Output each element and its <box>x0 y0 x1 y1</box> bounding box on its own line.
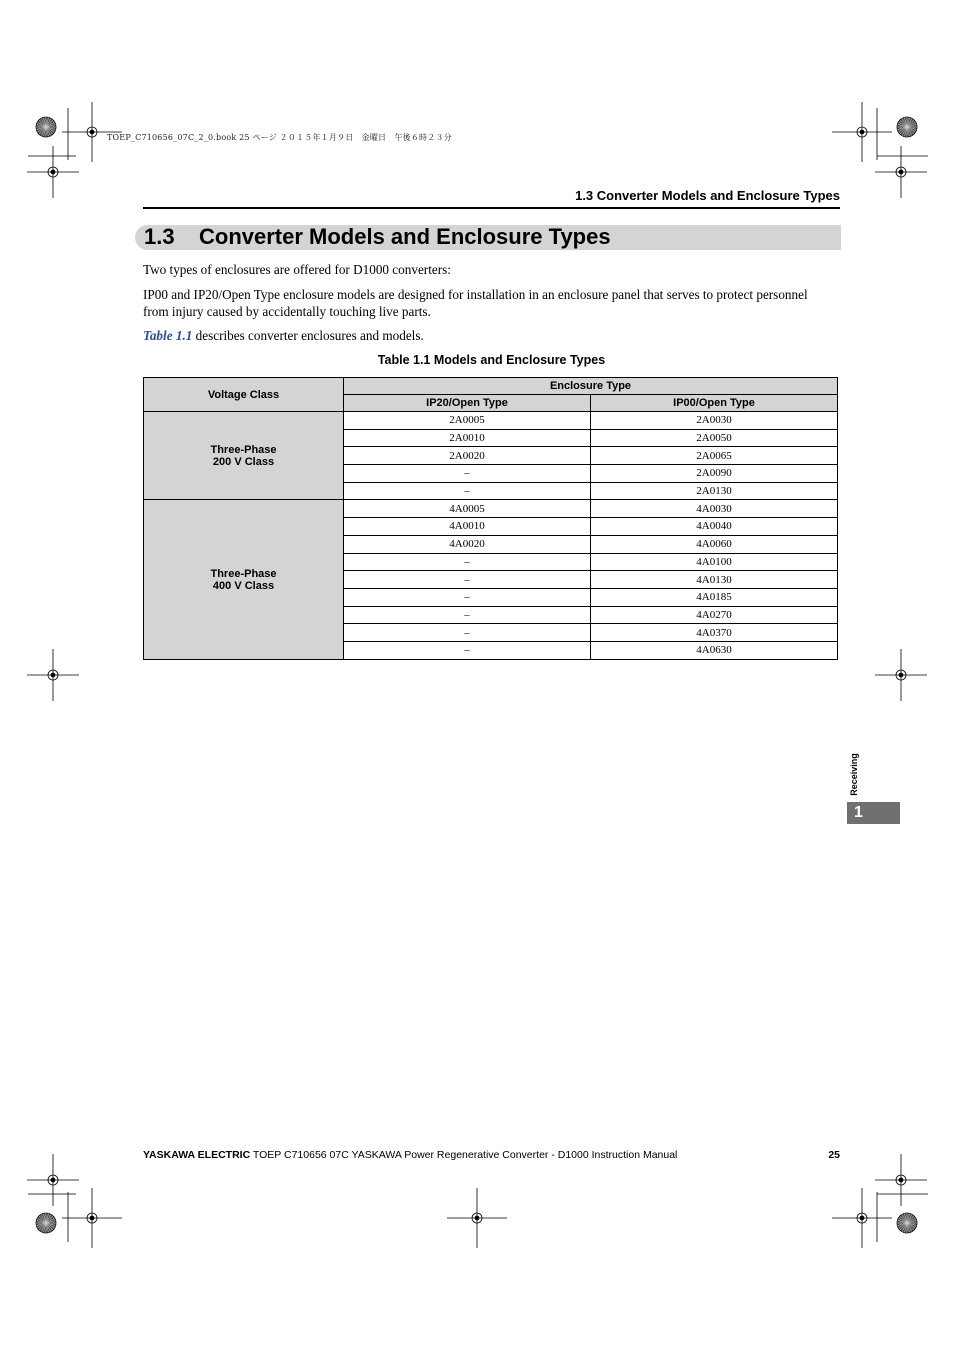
ip20-model-cell: – <box>344 588 591 606</box>
ip20-model-cell: 2A0005 <box>344 412 591 430</box>
ip20-model-cell: 4A0010 <box>344 518 591 536</box>
side-tab-label: Receiving <box>849 753 859 796</box>
header-ip00: IP00/Open Type <box>591 395 838 412</box>
paragraph-2: IP00 and IP20/Open Type enclosure models are designed for installation in an enclosure panel that serves to protect personnel from injury caused by accidentally touching live parts. <box>143 287 808 319</box>
ip20-model-cell: 2A0020 <box>344 447 591 465</box>
paragraph-1: Two types of enclosures are offered for D1000 converters: <box>143 262 451 277</box>
ip00-model-cell: 4A0185 <box>591 588 838 606</box>
table-caption: Table 1.1 Models and Enclosure Types <box>377 353 606 367</box>
registration-target <box>897 1213 917 1233</box>
ip00-model-cell: 4A0130 <box>591 571 838 589</box>
header-enclosure-type: Enclosure Type <box>344 378 838 395</box>
ip20-model-cell: 4A0020 <box>344 535 591 553</box>
ip00-model-cell: 2A0030 <box>591 412 838 430</box>
voltage-class-line2: 200 V Class <box>212 455 275 468</box>
crosshair-mark <box>62 1188 122 1248</box>
ip20-model-cell: – <box>344 553 591 571</box>
footer <box>143 1149 677 1161</box>
running-head: 1.3 Converter Models and Enclosure Types <box>575 188 840 203</box>
ip00-model-cell: 4A0040 <box>591 518 838 536</box>
footer-brand: YASKAWA ELECTRIC <box>143 1149 251 1161</box>
section-title <box>144 224 611 250</box>
ip20-model-cell: – <box>344 606 591 624</box>
ip00-model-cell: 4A0030 <box>591 500 838 518</box>
header-voltage-class: Voltage Class <box>144 378 344 412</box>
models-table <box>143 377 838 660</box>
ip20-model-cell: – <box>344 641 591 659</box>
print-info: TOEP_C710656_07C_2_0.book 25 ページ ２０１５年１月９日 金曜日 午後６時２３分 <box>107 133 452 142</box>
crosshair-mark <box>447 1188 507 1248</box>
ip00-model-cell: 2A0050 <box>591 429 838 447</box>
crosshair-mark <box>875 1154 927 1206</box>
crosshair-mark <box>27 1154 79 1206</box>
crosshair-mark <box>27 649 79 701</box>
registration-target <box>36 1213 56 1233</box>
voltage-class-line1: Three-Phase <box>210 443 277 456</box>
ip20-model-cell: – <box>344 624 591 642</box>
ip00-model-cell: 4A0060 <box>591 535 838 553</box>
ip20-model-cell: – <box>344 465 591 483</box>
registration-target <box>36 117 56 137</box>
chapter-tab: 1 <box>847 802 900 824</box>
voltage-class-cell <box>144 412 344 500</box>
ip20-model-cell: 4A0005 <box>344 500 591 518</box>
crosshair-mark <box>832 102 892 162</box>
header-ip20: IP20/Open Type <box>344 395 591 412</box>
paragraph-3 <box>143 327 823 344</box>
section-title-text: Converter Models and Enclosure Types <box>199 224 611 249</box>
crosshair-mark <box>27 146 79 198</box>
ip00-model-cell: 4A0630 <box>591 641 838 659</box>
crosshair-mark <box>875 146 927 198</box>
table-row <box>144 412 838 430</box>
ip00-model-cell: 2A0130 <box>591 482 838 500</box>
voltage-class-cell <box>144 500 344 659</box>
footer-text: TOEP C710656 07C YASKAWA Power Regenerative Converter - D1000 Instruction Manual <box>250 1149 678 1161</box>
table-row <box>144 500 838 518</box>
paragraph-3-text: describes converter enclosures and models. <box>192 328 424 343</box>
page-number: 25 <box>828 1149 840 1161</box>
ip20-model-cell: – <box>344 482 591 500</box>
ip00-model-cell: 2A0090 <box>591 465 838 483</box>
ip20-model-cell: 2A0010 <box>344 429 591 447</box>
registration-target <box>897 117 917 137</box>
table-reference-link[interactable]: Table 1.1 <box>143 328 193 343</box>
ip20-model-cell: – <box>344 571 591 589</box>
voltage-class-line2: 400 V Class <box>212 579 275 592</box>
ip00-model-cell: 4A0370 <box>591 624 838 642</box>
ip00-model-cell: 4A0270 <box>591 606 838 624</box>
crosshair-mark <box>832 1188 892 1248</box>
table-body <box>144 412 838 660</box>
section-number: 1.3 <box>144 224 175 249</box>
ip00-model-cell: 2A0065 <box>591 447 838 465</box>
header-rule <box>143 207 840 209</box>
ip00-model-cell: 4A0100 <box>591 553 838 571</box>
crosshair-mark <box>875 649 927 701</box>
voltage-class-line1: Three-Phase <box>210 567 277 580</box>
